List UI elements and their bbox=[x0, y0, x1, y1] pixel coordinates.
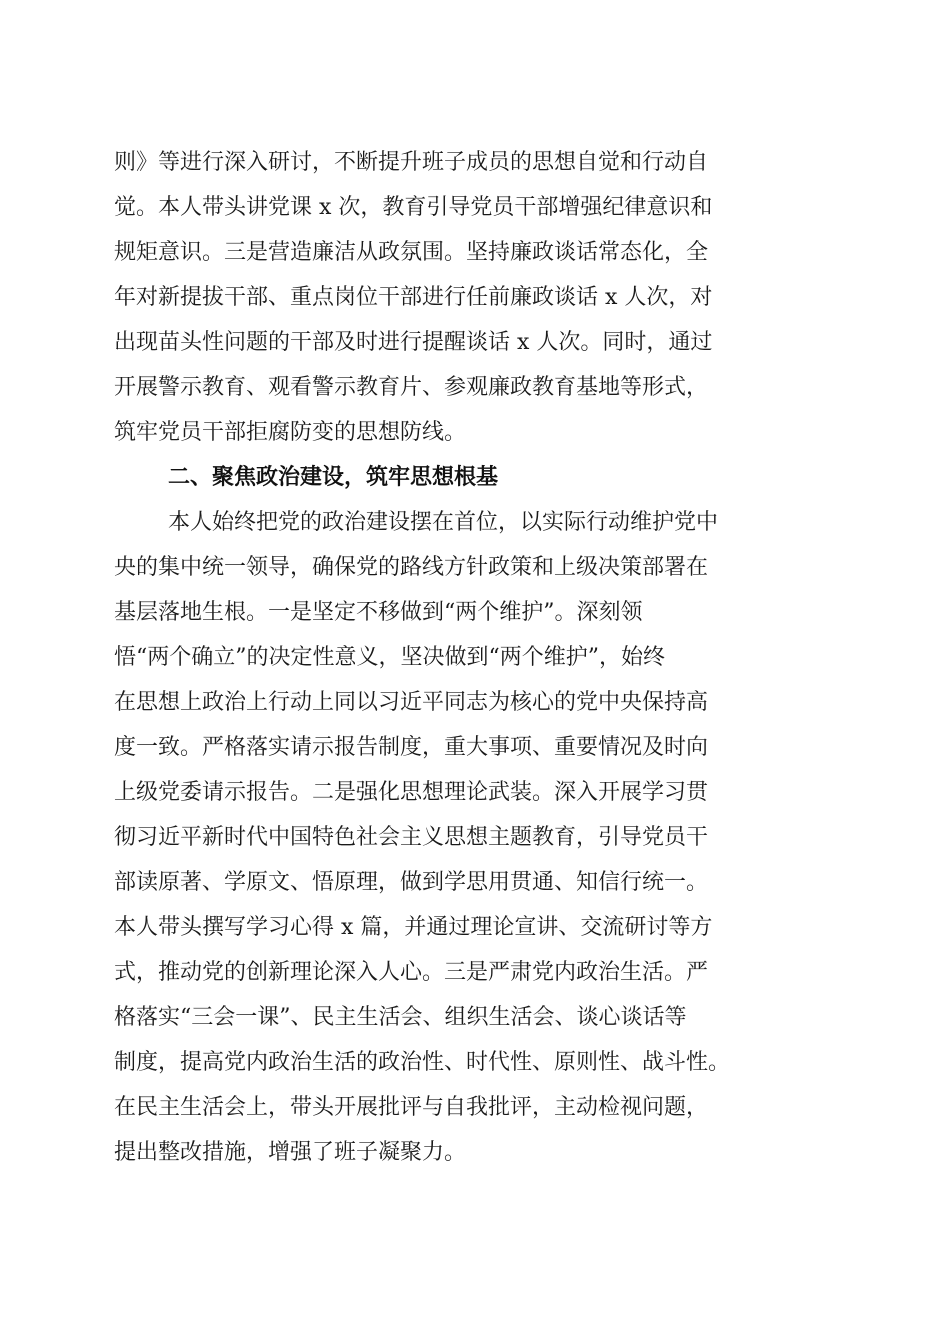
text-line: 筑牢党员干部拒腐防变的思想防线。 bbox=[114, 420, 467, 445]
text-line: 出现苗头性问题的干部及时进行提醒谈话 x 人次。同时，通过 bbox=[114, 330, 713, 355]
text-line: 度一致。严格落实请示报告制度，重大事项、重要情况及时向 bbox=[114, 735, 709, 760]
section-heading: 二、聚焦政治建设，筑牢思想根基 bbox=[168, 465, 499, 490]
text-line: 在思想上政治上行动上同以习近平同志为核心的党中央保持高 bbox=[114, 690, 709, 715]
text-line: 规矩意识。三是营造廉洁从政氛围。坚持廉政谈话常态化，全 bbox=[114, 240, 709, 265]
text-line: 部读原著、学原文、悟原理，做到学思用贯通、知信行统一。 bbox=[114, 870, 709, 895]
text-line: 提出整改措施，增强了班子凝聚力。 bbox=[114, 1140, 467, 1165]
text-line: 本人带头撰写学习心得 x 篇，并通过理论宣讲、交流研讨等方 bbox=[114, 915, 713, 940]
text-line: 央的集中统一领导，确保党的路线方针政策和上级决策部署在 bbox=[114, 555, 709, 580]
text-line: 上级党委请示报告。二是强化思想理论武装。深入开展学习贯 bbox=[114, 780, 709, 805]
text-line: 格落实“三会一课”、民主生活会、组织生活会、谈心谈话等 bbox=[114, 1005, 687, 1030]
text-line: 悟“两个确立”的决定性意义，坚决做到“两个维护”，始终 bbox=[114, 645, 665, 670]
text-line: 开展警示教育、观看警示教育片、参观廉政教育基地等形式， bbox=[114, 375, 709, 400]
text-line: 年对新提拔干部、重点岗位干部进行任前廉政谈话 x 人次，对 bbox=[114, 285, 713, 310]
text-line: 制度，提高党内政治生活的政治性、时代性、原则性、战斗性。 bbox=[114, 1050, 731, 1075]
text-line: 本人始终把党的政治建设摆在首位，以实际行动维护党中 bbox=[168, 510, 719, 535]
text-line: 基层落地生根。一是坚定不移做到“两个维护”。深刻领 bbox=[114, 600, 643, 625]
text-line: 在民主生活会上，带头开展批评与自我批评，主动检视问题， bbox=[114, 1095, 709, 1120]
text-line: 式，推动党的创新理论深入人心。三是严肃党内政治生活。严 bbox=[114, 960, 709, 985]
text-line: 彻习近平新时代中国特色社会主义思想主题教育，引导党员干 bbox=[114, 825, 709, 850]
text-line: 则》等进行深入研讨，不断提升班子成员的思想自觉和行动自 bbox=[114, 150, 709, 175]
text-line: 觉。本人带头讲党课 x 次，教育引导党员干部增强纪律意识和 bbox=[114, 195, 713, 220]
